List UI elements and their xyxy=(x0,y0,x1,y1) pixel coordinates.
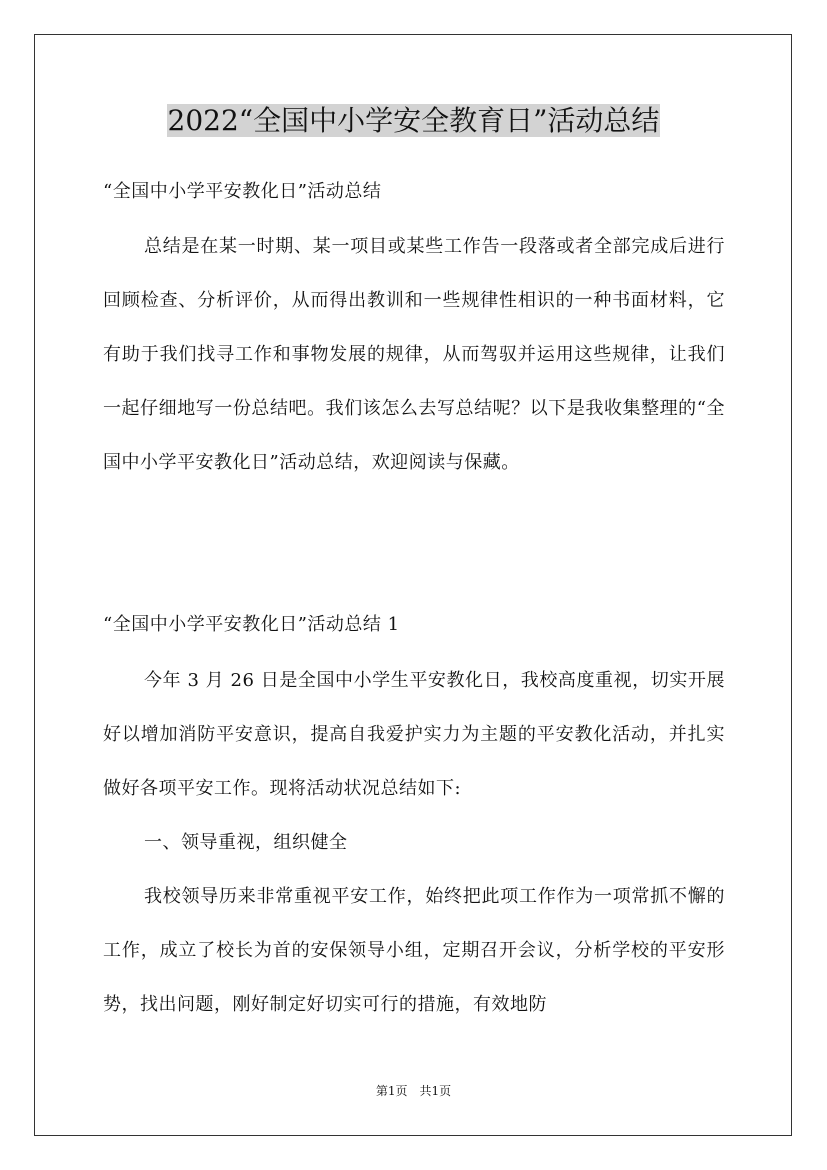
document-title xyxy=(0,101,827,141)
body-paragraph-1: 今年 3 月 26 日是全国中小学生平安教化日，我校高度重视，切实开展好以增加消防平安意识，提高自我爱护实力为主题的平安教化活动，并扎实做好各项平安工作。现将活动状况总结如下: xyxy=(103,670,725,799)
intro-paragraph: 总结是在某一时期、某一项目或某些工作告一段落或者全部完成后进行回顾检查、分析评价，从而得出教训和一些规律性相识的一种书面材料，它有助于我们找寻工作和事物发展的规律，从而驾驭并运用这些规律，让我们一起仔细地写一份总结吧。我们该怎么去写总结呢？以下是我收集整理的“全国中小学平安教化日”活动总结，欢迎阅读与保藏。 xyxy=(103,236,725,473)
body-paragraph-2: 我校领导历来非常重视平安工作，始终把此项工作作为一项常抓不懈的工作，成立了校长为首的安保领导小组，定期召开会议，分析学校的平安形势，找出问题，刚好制定好切实可行的措施，有效地防 xyxy=(103,886,725,1015)
subtitle-paragraph: “全国中小学平安教化日”活动总结 xyxy=(103,181,382,202)
page-footer: 第1页 共1页 xyxy=(375,1084,452,1098)
document-title-text: 2022“全国中小学安全教育日”活动总结 xyxy=(167,104,660,137)
subheading-leadership: 一、领导重视，组织健全 xyxy=(144,832,348,853)
section-heading-1: “全国中小学平安教化日”活动总结 1 xyxy=(103,614,400,635)
